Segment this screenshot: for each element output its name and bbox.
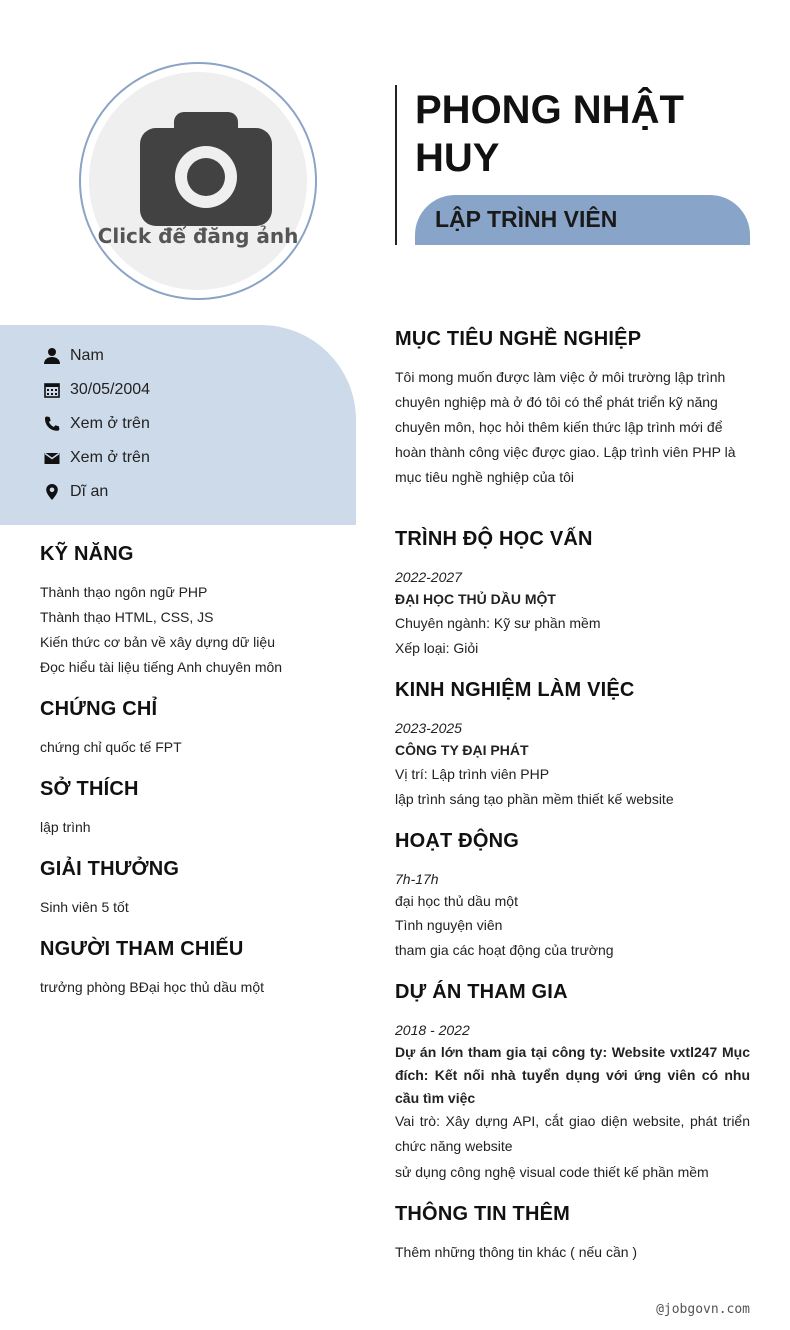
award-item: Sinh viên 5 tốt (40, 899, 129, 915)
references-title: NGƯỜI THAM CHIẾU (40, 938, 244, 960)
skill-item: Thành thạo ngôn ngữ PHP (40, 584, 208, 600)
skill-item: Thành thạo HTML, CSS, JS (40, 609, 214, 625)
phone-icon (43, 415, 61, 433)
certificate-item: chứng chỉ quốc tế FPT (40, 739, 182, 755)
gender-value: Nam (70, 347, 104, 364)
phone-value: Xem ở trên (70, 415, 150, 432)
watermark-footer: @jobgovn.com (656, 1302, 750, 1317)
avatar-upload[interactable] (79, 62, 317, 300)
experience-detail: Vị trí: Lập trình viên PHP (395, 766, 550, 782)
camera-icon (140, 112, 272, 228)
avatar-caption: Click để đăng ảnh (97, 224, 299, 248)
objective-line: hoàn thành công việc được giao. Lập trình viên PHP là (395, 444, 736, 460)
projects-role: Vai trò: Xây dựng API, cắt giao diện website, phát triển chức năng website (395, 1113, 750, 1154)
contact-dob (43, 379, 150, 401)
location-pin-icon (43, 483, 61, 501)
education-school: ĐẠI HỌC THỦ DẦU MỘT (395, 591, 556, 607)
experience-detail: lập trình sáng tạo phần mềm thiết kế website (395, 791, 674, 807)
activities-title: HOẠT ĐỘNG (395, 830, 520, 852)
activities-detail: Tình nguyện viên (395, 917, 503, 933)
calendar-icon (43, 381, 61, 399)
dob-value: 30/05/2004 (70, 381, 151, 398)
contact-phone (43, 413, 150, 435)
objective-line: Tôi mong muốn được làm việc ở môi trường lập trình (395, 369, 726, 385)
experience-title: KINH NGHIỆM LÀM VIỆC (395, 679, 635, 701)
contact-address (43, 481, 108, 503)
skill-item: Kiến thức cơ bản về xây dựng dữ liệu (40, 634, 275, 650)
experience-period: 2023-2025 (395, 720, 462, 736)
address-value: Dĩ an (70, 483, 109, 500)
activities-detail: đại học thủ dầu một (395, 893, 518, 909)
email-value: Xem ở trên (70, 449, 150, 466)
education-title: TRÌNH ĐỘ HỌC VẤN (395, 528, 593, 550)
header-divider (395, 85, 397, 245)
person-icon (43, 347, 61, 365)
objective-title: MỤC TIÊU NGHỀ NGHIỆP (395, 328, 642, 350)
education-detail: Chuyên ngành: Kỹ sư phần mềm (395, 615, 601, 631)
contact-gender (43, 345, 104, 367)
experience-company: CÔNG TY ĐẠI PHÁT (395, 742, 529, 758)
extra-info-line: Thêm những thông tin khác ( nếu cần ) (395, 1244, 638, 1260)
projects-period: 2018 - 2022 (395, 1022, 470, 1038)
certificates-title: CHỨNG CHỈ (40, 698, 158, 720)
skills-title: KỸ NĂNG (40, 543, 134, 565)
activities-period: 7h-17h (395, 871, 439, 887)
education-detail: Xếp loại: Giỏi (395, 640, 479, 656)
mail-icon (43, 449, 61, 467)
projects-headline: Dự án lớn tham gia tại công ty: Website vxtl247 Mục đích: Kết nối nhà tuyển dụng với ứng viên có nhu cầu tìm việc (395, 1044, 750, 1106)
objective-line: chuyên môn, học hỏi thêm kiến thức lập trình mới để (395, 419, 723, 435)
role-badge (415, 195, 750, 245)
activities-detail: tham gia các hoạt động của trường (395, 942, 614, 958)
avatar[interactable] (89, 72, 307, 290)
education-period: 2022-2027 (395, 569, 462, 585)
contact-email (43, 447, 150, 469)
reference-item: trưởng phòng BĐại học thủ dầu một (40, 979, 265, 995)
projects-title: DỰ ÁN THAM GIA (395, 981, 568, 1003)
extra-info-title: THÔNG TIN THÊM (395, 1203, 571, 1225)
hobbies-title: SỞ THÍCH (40, 778, 139, 800)
full-name: PHONG NHẬT HUY (415, 88, 684, 180)
role-title: LẬP TRÌNH VIÊN (435, 206, 618, 232)
skill-item: Đọc hiểu tài liệu tiếng Anh chuyên môn (40, 659, 283, 675)
projects-tech: sử dụng công nghệ visual code thiết kế phần mềm (395, 1164, 709, 1180)
objective-line: chuyên nghiệp mà ở đó tôi có thể phát triển kỹ năng (395, 394, 718, 410)
hobby-item: lập trình (40, 819, 91, 835)
objective-line: mục tiêu nghề nghiệp của tôi (395, 469, 575, 485)
awards-title: GIẢI THƯỞNG (40, 858, 180, 880)
